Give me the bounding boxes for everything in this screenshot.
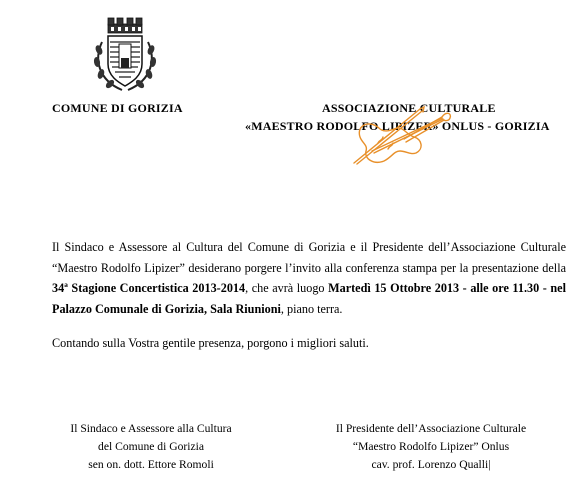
invitation-paragraph: [52, 237, 566, 319]
gorizia-coat-of-arms-icon: [92, 14, 158, 96]
signature-left-org: del Comune di Gorizia: [98, 440, 204, 453]
signature-left-role: Il Sindaco e Assessore alla Cultura: [70, 422, 232, 435]
signature-right-name: cav. prof. Lorenzo Qualli|: [371, 458, 491, 471]
letter-body: [52, 237, 566, 354]
intro-connector: , che avrà luogo: [245, 281, 329, 296]
association-title-line2: «MAESTRO RODOLFO LIPIZER» ONLUS - GORIZIA: [245, 119, 550, 133]
floor-note: , piano terra.: [280, 301, 343, 316]
comune-title: COMUNE DI GORIZIA: [52, 101, 183, 115]
season-title: 34ª Stagione Concertistica 2013-2014: [52, 281, 246, 296]
signature-right-org: “Maestro Rodolfo Lipizer” Onlus: [352, 440, 510, 453]
intro-text: Il Sindaco e Assessore al Cultura del Comune di Gorizia e il Presidente dell’Associazione Culturale “Maestro Rodolfo Lipizer” desiderano porgere l’invito alla conferenza stampa per la presentazione della: [52, 240, 566, 275]
event-datetime-location: Martedì 15 Ottobre 2013 - alle ore 11.30 - nel Palazzo Comunale di Gorizia, Sala Riunioni: [52, 281, 566, 316]
signature-left-name: sen on. dott. Ettore Romoli: [88, 458, 214, 471]
association-title-line1: ASSOCIAZIONE CULTURALE: [322, 101, 496, 115]
violin-logo-icon: [350, 105, 455, 167]
signature-right-role: Il Presidente dell’Associazione Culturale: [335, 422, 527, 435]
signature-right: [300, 420, 562, 474]
closing-paragraph: Contando sulla Vostra gentile presenza, porgono i migliori saluti.: [52, 336, 369, 351]
signature-left: [44, 420, 258, 474]
